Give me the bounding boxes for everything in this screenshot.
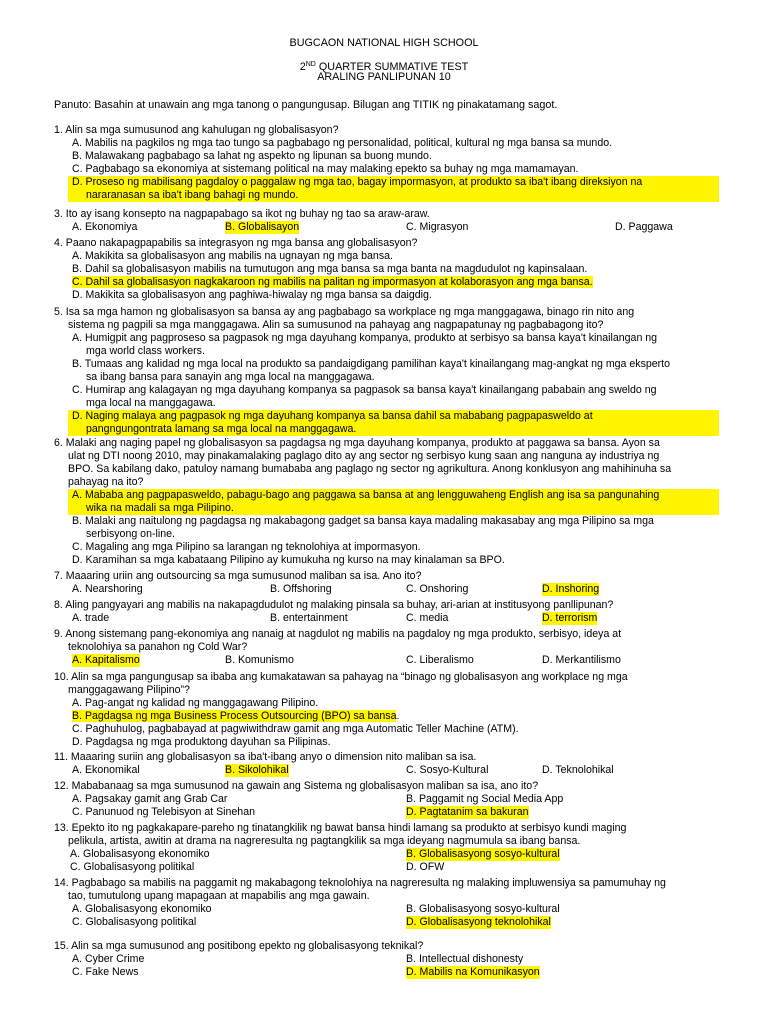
option-b: B. Pagdagsa ng mga Business Process Outsourcing (BPO) sa bansa	[72, 710, 397, 722]
question-text: 13. Epekto ito ng pagkakapare-pareho ng tinatangkilik ng bawat bansa hindi lamang sa produkto at serbisyo kundi maging pelikula, artista, awitin at drama na nagreresulta ng pagtangkilik sa mga ideyang nagmumula sa ibang bansa.	[54, 822, 627, 847]
question-text: 14. Pagbabago sa mabilis na paggamit ng makabagong teknolohiya na nagreresulta ng malaking impluwensiya sa pamumuhay ng tao, tumutulong upang mapagaan at mapabilis ang mga gawain.	[54, 877, 666, 902]
option-d: D. Globalisasyong teknolohikal	[406, 916, 551, 928]
option-b: B. Globalisasyong sosyo-kultural	[406, 848, 560, 860]
question-14	[54, 877, 719, 929]
option-c: C. Pagbabago sa ekonomiya at sistemang political na may malaking epekto sa buhay ng mga mamamayan.	[72, 163, 579, 175]
option-d-highlighted: D. Naging malaya ang pagpasok ng mga dayuhang kompanya sa bansa dahil sa mababang pagpapasweldo at pangngungontrata lamang sa mga local na manggagawa.	[68, 410, 719, 436]
option-a: A. Cyber Crime	[72, 953, 145, 965]
question-text: 8. Aling pangyayari ang mabilis na nakapagdudulot ng malaking pinsala sa buhay, ari-arian at institusyong panllipunan?	[54, 599, 614, 611]
question-4	[54, 237, 719, 302]
option-a: A. Ekonomikal	[72, 764, 140, 776]
option-d: D. Mabilis na Komunikasyon	[406, 966, 540, 978]
question-11	[54, 751, 719, 777]
option-c: C. Onshoring	[406, 583, 469, 595]
option-a: A. Mabilis na pagkilos ng mga tao tungo sa pagbabago ng personalidad, political, kultural ng mga bansa sa mundo.	[72, 137, 613, 149]
option-b: B. Sikolohikal	[225, 764, 289, 776]
option-a-highlighted: A. Mababa ang pagpapasweldo, pabagu-bago ang paggawa sa bansa at ang lengguwaheng English ang isa sa pangunahing wika na madali sa mga Pilipino.	[68, 489, 719, 515]
test-title: 2ND QUARTER SUMMATIVE TEST	[299, 61, 469, 73]
question-6: 6. Malaki ang naging papel ng globalisasyon sa pagdagsa ng mga dayuhang kompanya, produkto at paggawa sa bansa. Ayon sa ulat ng DTI noong 2010, may pinakamalaking paglago dito ay ang sector ng serbisyo kung saan ang nanguna ay industriya ng BPO. Sa kabilang dako, patuloy namang bumababa ang paglago ng sector ng agrikultura. Anong konklusyon ang mahihinuha sa pahayag na ito? A. Mababa ang pagpapasweldo, pabagu-bago ang paggawa sa bansa at ang lengguwaheng English ang isa sa pangunahing wika na madali sa mga Pilipino. B. Malaki ang naitulong ng pagdagsa ng makabagong gadget sa bansa kaya madaling makasabay ang mga Pilipino sa mga serbisyong on-line. C. Magaling ang mga Pilipino sa larangan ng teknolohiya at impormasyon. D. Karamihan sa mga kabataang Pilipino ay kumukuha ng kurso na may kinalaman sa BPO.	[54, 437, 719, 567]
question-text: 9. Anong sistemang pang-ekonomiya ang nanaig at nagdulot ng mabilis na pagdaloy ng mga produkto, serbisyo, ideya at teknolohiya sa panahon ng Cold War?	[54, 628, 622, 653]
instructions: Panuto: Basahin at unawain ang mga tanong o pangungusap. Bilugan ang TITIK ng pinakatamang sagot.	[54, 99, 558, 111]
question-9	[54, 628, 719, 667]
option-c: C. Dahil sa globalisasyon nagkakaroon ng mabilis na palitan ng impormasyon at kolaborasyon ang mga bansa.	[72, 276, 593, 288]
option-a: A. Makikita sa globalisasyon ang mabilis na ugnayan ng mga bansa.	[72, 250, 393, 262]
option-a: A. Nearshoring	[72, 583, 143, 595]
option-c: C. Sosyo-Kultural	[406, 764, 489, 776]
option-a: A. Globalisasyong ekonomiko	[70, 848, 210, 860]
option-d: D. terrorism	[542, 612, 598, 624]
option-b: B. Komunismo	[225, 654, 294, 666]
question-12	[54, 780, 719, 819]
option-d: D. Pagdagsa ng mga produktong dayuhan sa Pilipinas.	[72, 736, 331, 748]
option-b: B. entertainment	[270, 612, 348, 624]
option-a: A. trade	[72, 612, 110, 624]
subject-title: ARALING PANLIPUNAN 10	[317, 71, 451, 83]
question-text: 4. Paano nakapagpapabilis sa integrasyon ng mga bansa ang globalisasyon?	[54, 237, 418, 249]
option-b: B. Malawakang pagbabago sa lahat ng aspekto ng lipunan sa buong mundo.	[72, 150, 432, 162]
option-a: A. Pag-angat ng kalidad ng manggagawang Pilipino.	[72, 697, 319, 709]
option-a: A. Globalisasyong ekonomiko	[72, 903, 212, 915]
option-d: D. Makikita sa globalisasyon ang paghiwa-hiwalay ng mga bansa sa daigdig.	[72, 289, 432, 301]
question-10: 10. Alin sa mga pangungusap sa ibaba ang kumakatawan sa pahayag na “binago ng globalisasyon ang workplace ng mga manggagawang Pilipino”? A. Pag-angat ng kalidad ng manggagawang Pilipino. B. Pagdagsa ng mga Business Process Outsourcing (BPO) sa bansa. C. Paghuhulog, pagbabayad at pagwiwithdraw gamit ang mga Automatic Teller Machine (ATM). D. Pagdagsa ng mga produktong dayuhan sa Pilipinas.	[54, 671, 719, 749]
option-d: D. Karamihan sa mga kabataang Pilipino ay kumukuha ng kurso na may kinalaman sa BPO.	[72, 554, 505, 566]
question-text: 11. Maaaring suriin ang globalisasyon sa iba't-ibang anyo o dimension nito maliban sa isa.	[54, 751, 477, 763]
option-d: D. Pagtatanim sa bakuran	[406, 806, 529, 818]
question-1	[54, 124, 719, 202]
question-text: 10. Alin sa mga pangungusap sa ibaba ang kumakatawan sa pahayag na “binago ng globalisasyon ang workplace ng mga manggagawang Pilipino”?	[54, 671, 628, 696]
question-text: 5. Isa sa mga hamon ng globalisasyon sa bansa ay ang pagbabago sa workplace ng mga manggagawa, binago rin nito ang sistema ng pagpili sa mga manggagawa. Alin sa sumusunod na pahayag ang nagpapatunay ng pagbabagong ito?	[54, 306, 635, 331]
option-b: B. Offshoring	[270, 583, 332, 595]
option-a: A. Humigpit ang pagproseso sa pagpasok ng mga dayuhang kompanya, produkto at serbisyo sa bansa kaya't kinailangan ng	[72, 332, 658, 344]
school-name: BUGCAON NATIONAL HIGH SCHOOL	[289, 37, 479, 49]
question-text: 6. Malaki ang naging papel ng globalisasyon sa pagdagsa ng mga dayuhang kompanya, produkto at paggawa sa bansa. Ayon sa ulat ng DTI noong 2010, may pinakamalaking paglago dito ay ang sector ng serbisyo kung saan ang nanguna ay industriya ng BPO. Sa kabilang dako, patuloy namang bumababa ang paglago ng sector ng agrikultura. Anong konklusyon ang mahihinuha sa pahayag na ito?	[54, 437, 672, 488]
option-a: A. Pagsakay gamit ang Grab Car	[72, 793, 228, 805]
question-5: 5. Isa sa mga hamon ng globalisasyon sa bansa ay ang pagbabago sa workplace ng mga manggagawa, binago rin nito ang sistema ng pagpili sa mga manggagawa. Alin sa sumusunod na pahayag ang nagpapatunay ng pagbabagong ito? A. Humigpit ang pagproseso sa pagpasok ng mga dayuhang kompanya, produkto at serbisyo sa bansa kaya't kinailangan ng mga world class workers. B. Tumaas ang kalidad ng mga local na produkto sa pandaigdigang pamilihan kaya't kinailangang mag-angkat ng mga eksperto sa ibang bansa para sanayin ang mga local na manggagawa. C. Humirap ang kalagayan ng mga dayuhang kompanya sa pagpasok sa bansa kaya't kinailangang pababain ang sweldo ng mga local na manggagawa. D. Naging malaya ang pagpasok ng mga dayuhang kompanya sa bansa dahil sa mababang pagpapasweldo at pangngungontrata lamang sa mga local na manggagawa.	[54, 306, 719, 436]
question-3	[54, 208, 719, 234]
question-text: 7. Maaaring uriin ang outsourcing sa mga sumusunod maliban sa isa. Ano ito?	[54, 570, 422, 582]
option-a: A. Ekonomiya	[72, 221, 138, 233]
option-a: A. Kapitalismo	[72, 654, 140, 666]
option-d: D. Merkantilismo	[542, 654, 621, 666]
option-c: C. Liberalismo	[406, 654, 474, 666]
question-8	[54, 599, 719, 625]
option-d: D. Paggawa	[615, 221, 673, 233]
option-b: B. Tumaas ang kalidad ng mga local na produkto sa pandaigdigang pamilihan kaya't kinailangang mag-angkat ng mga eksperto	[72, 358, 671, 370]
question-text: 15. Alin sa mga sumusunod ang positibong epekto ng globalisasyong teknikal?	[54, 940, 424, 952]
option-c: C. Paghuhulog, pagbabayad at pagwiwithdraw gamit ang mga Automatic Teller Machine (ATM).	[72, 723, 519, 735]
option-c: C. media	[406, 612, 449, 624]
question-text: 1. Alin sa mga sumusunod ang kahulugan ng globalisasyon?	[54, 124, 339, 136]
option-b: B. Paggamit ng Social Media App	[406, 793, 564, 805]
option-c: C. Migrasyon	[406, 221, 469, 233]
question-text: 12. Mababanaag sa mga sumusunod na gawain ang Sistema ng globalisasyon maliban sa isa, ano ito?	[54, 780, 539, 792]
option-d: D. OFW	[406, 861, 445, 873]
option-c: C. Globalisasyong politikal	[72, 916, 197, 928]
option-d: D. Teknolohikal	[542, 764, 614, 776]
option-d: D. Inshoring	[542, 583, 600, 595]
option-b: B. Intellectual dishonesty	[406, 953, 524, 965]
question-13	[54, 822, 719, 874]
option-c: C. Humirap ang kalagayan ng mga dayuhang kompanya sa pagpasok sa bansa kaya't kinailangang pababain ang sweldo ng	[72, 384, 657, 396]
option-b: B. Malaki ang naitulong ng pagdagsa ng makabagong gadget sa bansa kaya madaling makasabay ang mga Pilipino sa mga	[72, 515, 654, 527]
option-c: C. Magaling ang mga Pilipino sa larangan ng teknolohiya at impormasyon.	[72, 541, 421, 553]
question-7	[54, 570, 719, 596]
option-c: C. Fake News	[72, 966, 139, 978]
option-b: B. Globalisasyong sosyo-kultural	[406, 903, 560, 915]
option-c: C. Panunuod ng Telebisyon at Sinehan	[72, 806, 255, 818]
option-b: B. Dahil sa globalisasyon mabilis na tumutugon ang mga bansa sa mga banta na magdudulot ng kapinsalaan.	[72, 263, 588, 275]
option-b: B. Globalisayon	[225, 221, 300, 233]
question-15	[54, 940, 719, 979]
option-d-highlighted: D. Proseso ng mabilisang pagdaloy o paggalaw ng mga tao, bagay impormasyon, at produkto sa iba't ibang direksiyon na nararanasan sa iba't ibang bahagi ng mundo.	[68, 176, 719, 202]
question-text: 3. Ito ay isang konsepto na nagpapabago sa ikot ng buhay ng tao sa araw-araw.	[54, 208, 430, 220]
option-c: C. Globalisasyong politikal	[70, 861, 195, 873]
